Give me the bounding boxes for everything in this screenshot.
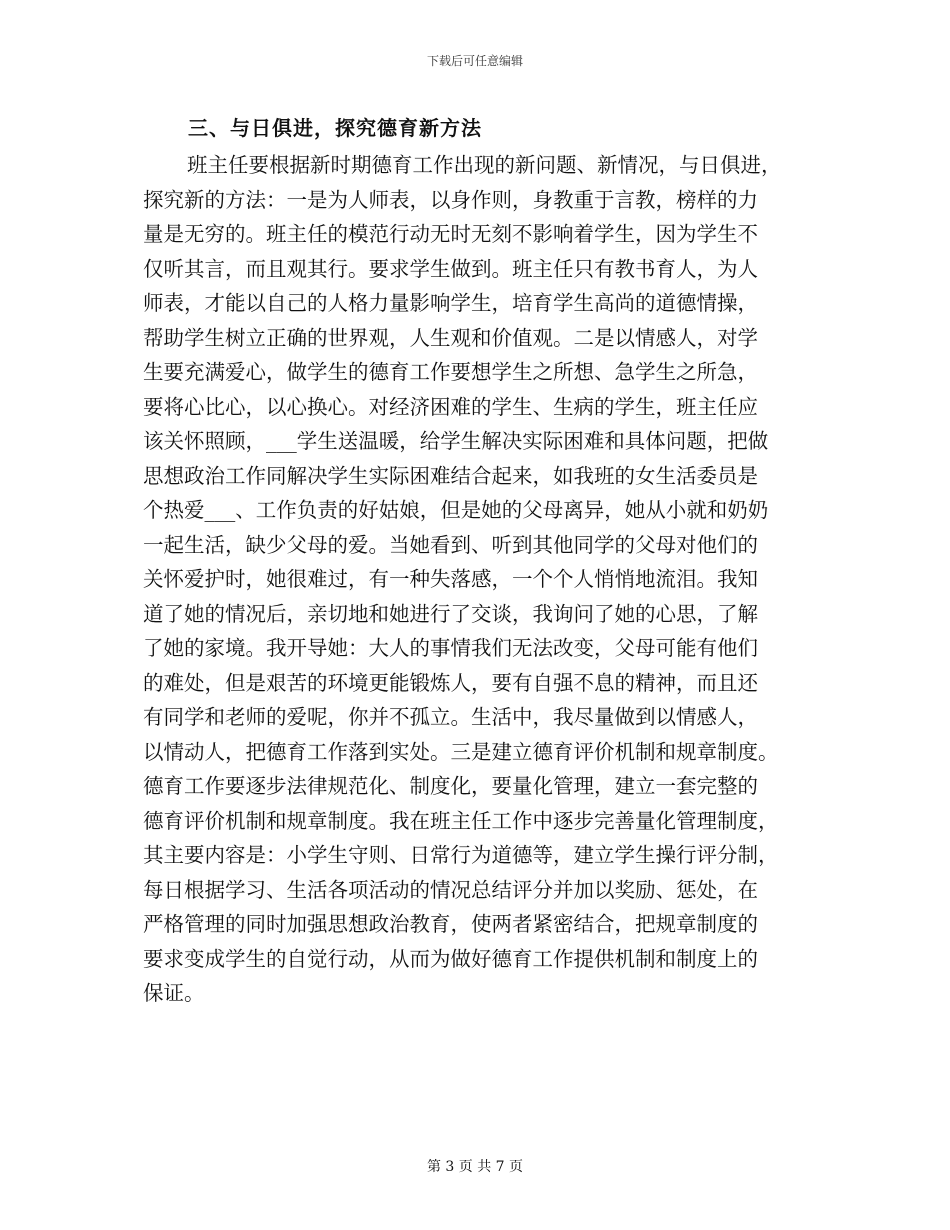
page-number: 第 3 页 共 7 页	[426, 1159, 524, 1175]
paragraph-line: 了她的家境。我开导她：大人的事情我们无法改变，父母可能有他们	[143, 636, 758, 660]
paragraph-line: 仅听其言，而且观其行。要求学生做到。班主任只有教书育人，为人	[143, 256, 758, 281]
body-text	[143, 148, 813, 1011]
paragraph-line: 道了她的情况后，亲切地和她进行了交谈，我询问了她的心思，了解	[143, 601, 758, 626]
paragraph-line: 师表，才能以自己的人格力量影响学生，培育学生高尚的道德情操，	[143, 291, 758, 315]
paragraph-line: 严格管理的同时加强思想政治教育，使两者紧密结合，把规章制度的	[143, 912, 758, 936]
paragraph-line: 帮助学生树立正确的世界观，人生观和价值观。二是以情感人，对学	[143, 325, 758, 350]
paragraph-line: 班主任要根据新时期德育工作出现的新问题、新情况，与日俱进，	[187, 153, 782, 177]
paragraph-line: 保证。	[143, 981, 205, 1005]
paragraph-line: 要将心比心，以心换心。对经济困难的学生、生病的学生，班主任应	[143, 394, 758, 419]
paragraph-line: 有同学和老师的爱呢，你并不孤立。生活中，我尽量做到以情感人，	[143, 705, 758, 729]
paragraph-line: 个热爱___、工作负责的好姑娘，但是她的父母离异，她从小就和奶奶	[143, 498, 769, 522]
paragraph-line: 以情动人，把德育工作落到实处。三是建立德育评价机制和规章制度。	[143, 739, 779, 764]
paragraph-line: 该关怀照顾，___学生送温暖，给学生解决实际困难和具体问题，把做	[143, 429, 769, 453]
paragraph-line: 量是无穷的。班主任的模范行动无时无刻不影响着学生，因为学生不	[143, 222, 758, 246]
paragraph-line: 一起生活，缺少父母的爱。当她看到、听到其他同学的父母对他们的	[143, 532, 758, 557]
paragraph-line: 的难处，但是艰苦的环境更能锻炼人，要有自强不息的精神，而且还	[143, 670, 758, 695]
section-heading: 三、与日俱进，探究德育新方法	[188, 116, 482, 140]
paragraph-line: 德育评价机制和规章制度。我在班主任工作中逐步完善量化管理制度，	[143, 808, 779, 833]
paragraph-line: 生要充满爱心，做学生的德育工作要想学生之所想、急学生之所急，	[143, 360, 758, 384]
paragraph-line: 探究新的方法：一是为人师表，以身作则，身教重于言教，榜样的力	[143, 187, 758, 212]
paragraph-line: 德育工作要逐步法律规范化、制度化，要量化管理，建立一套完整的	[143, 774, 758, 798]
paragraph-line: 每日根据学习、生活各项活动的情况总结评分并加以奖励、惩处，在	[143, 877, 758, 902]
paragraph-line: 思想政治工作同解决学生实际困难结合起来，如我班的女生活委员是	[143, 463, 758, 488]
paragraph-line: 关怀爱护时，她很难过，有一种失落感，一个个人悄悄地流泪。我知	[143, 567, 758, 591]
paragraph-line: 其主要内容是：小学生守则、日常行为道德等，建立学生操行评分制，	[143, 843, 779, 867]
page-header-note: 下载后可任意编辑	[426, 54, 523, 68]
paragraph-line: 要求变成学生的自觉行动，从而为做好德育工作提供机制和制度上的	[143, 946, 758, 971]
